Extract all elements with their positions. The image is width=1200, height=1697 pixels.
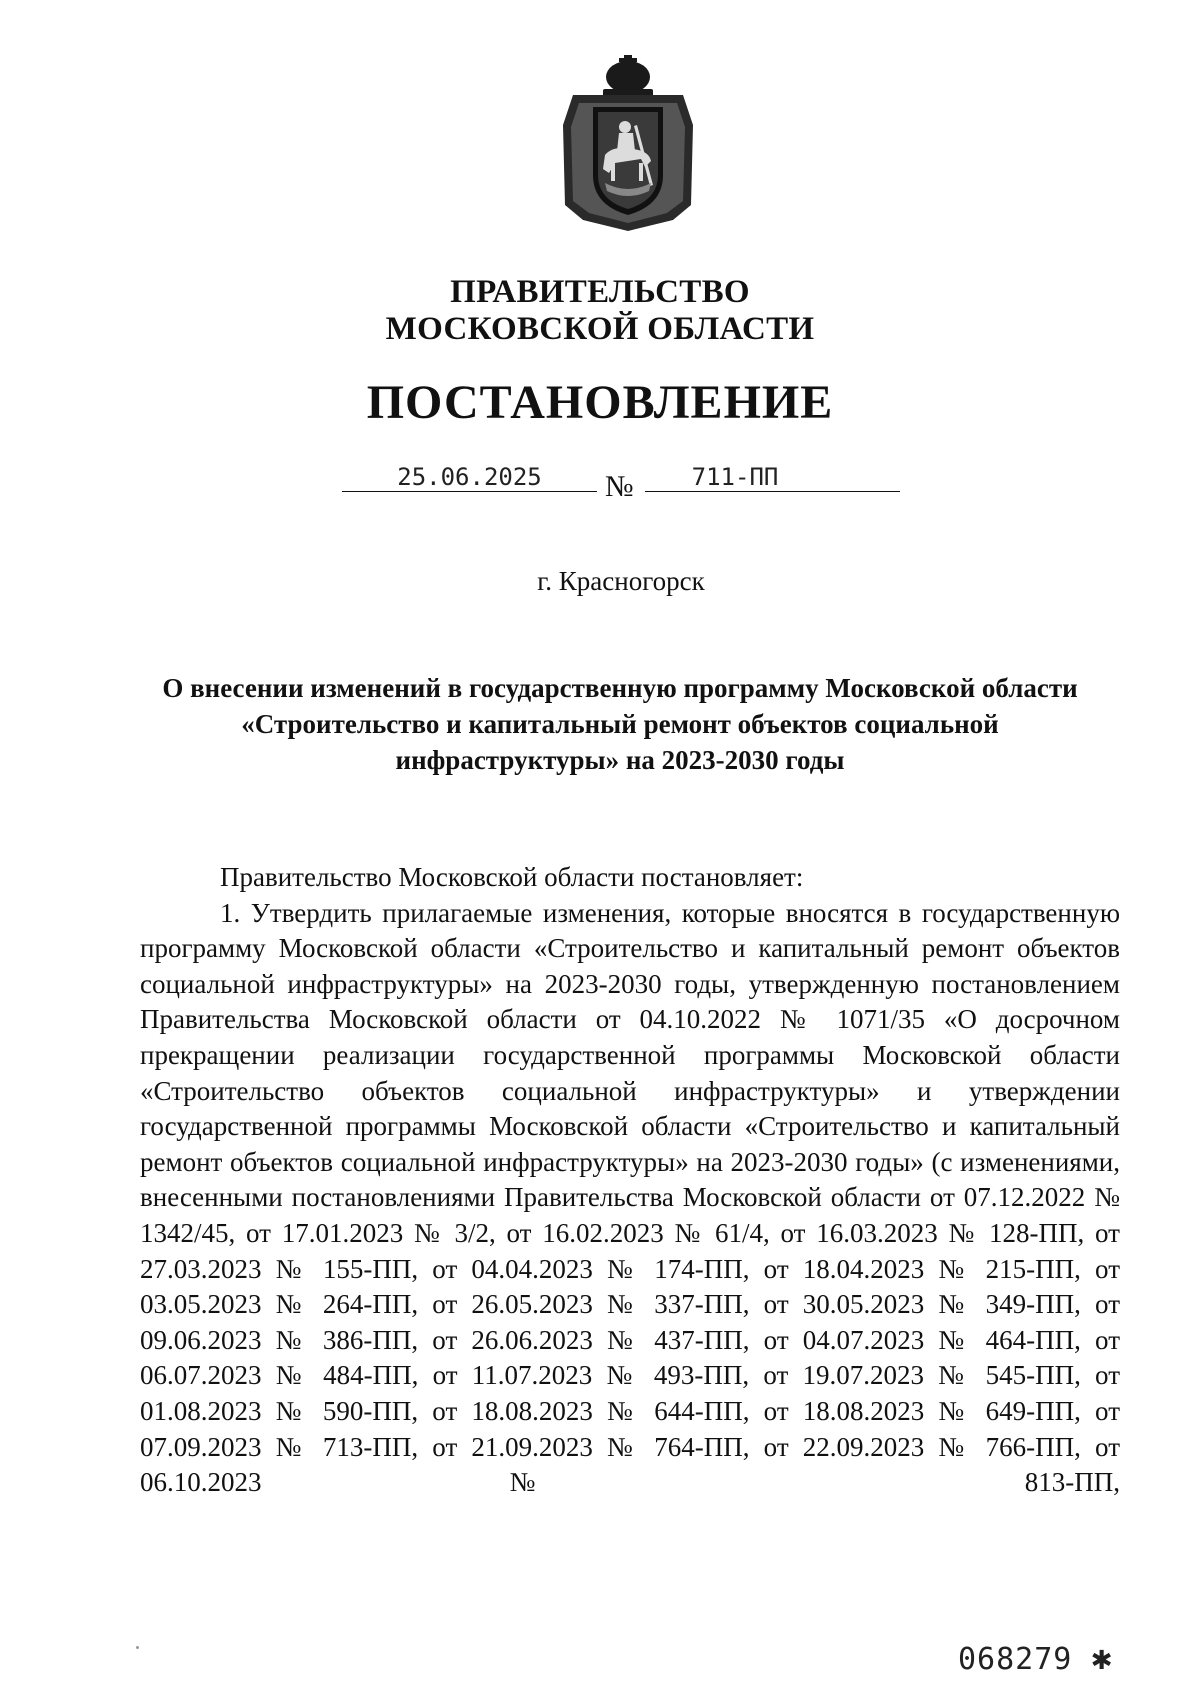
serial-number: 068279: [958, 1642, 1073, 1677]
document-type-title: ПОСТАНОВЛЕНИЕ: [366, 376, 834, 429]
city-name: г. Красногорск: [537, 566, 705, 596]
decree-subject: О внесении изменений в государственную программу Московской области «Строительство и капитальный ремонт объектов социальной инфраструктуры» на 2023-2030 годы: [162, 673, 1078, 775]
org-name-line-2: МОСКОВСКОЙ ОБЛАСТИ: [385, 311, 815, 347]
scan-speck: [136, 1646, 139, 1649]
date-underline: [342, 491, 597, 492]
serial-stamp: [958, 1638, 1113, 1678]
decree-date: 25.06.2025: [397, 463, 542, 491]
org-name-line-1: ПРАВИТЕЛЬСТВО: [450, 274, 750, 310]
number-sign: №: [605, 470, 634, 503]
decree-body: [140, 860, 1120, 1501]
body-intro: Правительство Московской области постановляет:: [220, 862, 804, 892]
decree-number: 711-ПП: [691, 463, 779, 491]
coat-of-arms-icon: [553, 55, 703, 233]
body-clause-1: 1. Утвердить прилагаемые изменения, которые вносятся в государственную программу Московской области «Строительство и капитальный ремонт объектов социальной инфраструктуры» на 2023-2030 годы, утвержденную постановлением Правительства Московской области от 04.10.2022 № 1071/35 «О досрочном прекращении реализации государственной программы Московской области «Строительство объектов социальной инфраструктуры» и утверждении государственной программы Московской области «Строительство и капитальный ремонт объектов социальной инфраструктуры» на 2023-2030 годы» (с изменениями, внесенными постановлениями Правительства Московской области от 07.12.2022 № 1342/45, от 17.01.2023 № 3/2, от 16.02.2023 № 61/4, от 16.03.2023 № 128-ПП, от 27.03.2023 № 155-ПП, от 04.04.2023 № 174-ПП, от 18.04.2023 № 215-ПП, от 03.05.2023 № 264-ПП, от 26.05.2023 № 337-ПП, от 30.05.2023 № 349-ПП, от 09.06.2023 № 386-ПП, от 26.06.2023 № 437-ПП, от 04.07.2023 № 464-ПП, от 06.07.2023 № 484-ПП, от 11.07.2023 № 493-ПП, от 19.07.2023 № 545-ПП, от 01.08.2023 № 590-ПП, от 18.08.2023 № 644-ПП, от 18.08.2023 № 649-ПП, от 07.09.2023 № 713-ПП, от 21.09.2023 № 764-ПП, от 22.09.2023 № 766-ПП, от 06.10.2023 № 813-ПП,: [140, 897, 1120, 1498]
star-icon: ✱: [1091, 1638, 1113, 1678]
number-underline: [645, 491, 900, 492]
